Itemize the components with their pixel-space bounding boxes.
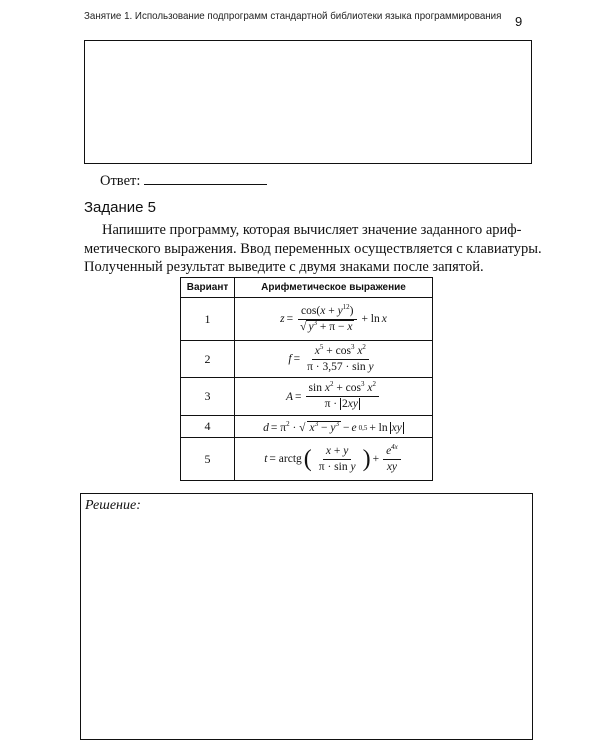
formula-3: A = $\frac{\sin x^2 + \cos^3 x^2}{\pi \cdot 2xy}$ xyxy=(286,382,381,410)
formula-cell xyxy=(235,438,433,481)
answer-workspace-box xyxy=(84,40,532,164)
task-heading: Задание 5 xyxy=(84,199,157,216)
answer-blank xyxy=(144,170,267,185)
variant-number: 5 xyxy=(181,438,235,481)
formula-2: f = $\frac{x^5 + \cos^3 x^2}{\text{π · 3,57 · sin y}}$ xyxy=(288,343,374,373)
answer-label: Ответ: xyxy=(100,173,141,189)
table-row xyxy=(181,438,433,481)
variant-number: 1 xyxy=(181,298,235,341)
variant-number: 4 xyxy=(181,416,235,438)
task-text-line: Полученный результат выведите с двумя знаками после запятой. xyxy=(84,259,484,275)
column-header-expression: Арифметическое выражение xyxy=(235,278,433,298)
column-header-variant: Вариант xyxy=(181,278,235,298)
variant-number: 3 xyxy=(181,378,235,416)
page-number: 9 xyxy=(515,14,523,29)
formula-cell xyxy=(235,378,433,416)
formula-1: z = $\frac{\cos(x + y^{12})}{√ y^3 + \pi - x}$ + ln x xyxy=(280,303,387,333)
table-row xyxy=(181,416,433,438)
formula-cell xyxy=(235,416,433,438)
running-header: Занятие 1. Использование подпрограмм стандартной библиотеки языка программирования xyxy=(84,10,502,22)
table-row xyxy=(181,298,433,341)
formula-4: d = $\pi^2$ · √ $x^3 - y^3$ − e 0,5 + ln xy xyxy=(263,419,402,434)
task-text-line: Напишите программу, которая вычисляет значение заданного ариф- xyxy=(102,222,522,238)
task-text-line: метического выражения. Ввод переменных осуществляется с клавиатуры. xyxy=(84,240,542,257)
answer-line xyxy=(100,170,267,190)
solution-label: Решение: xyxy=(85,498,141,513)
variants-table xyxy=(180,277,433,481)
table-row xyxy=(181,378,433,416)
formula-cell xyxy=(235,341,433,378)
formula-cell xyxy=(235,298,433,341)
table-row xyxy=(181,341,433,378)
solution-box xyxy=(80,493,533,740)
variant-number: 2 xyxy=(181,341,235,378)
table-header-row xyxy=(181,278,433,298)
formula-5: t = arctg ( $\frac{x + y}{\text{π · sin y}}$ ) + $\frac{e^{4x}}{xy}$ xyxy=(264,445,403,473)
task-text xyxy=(84,221,542,277)
